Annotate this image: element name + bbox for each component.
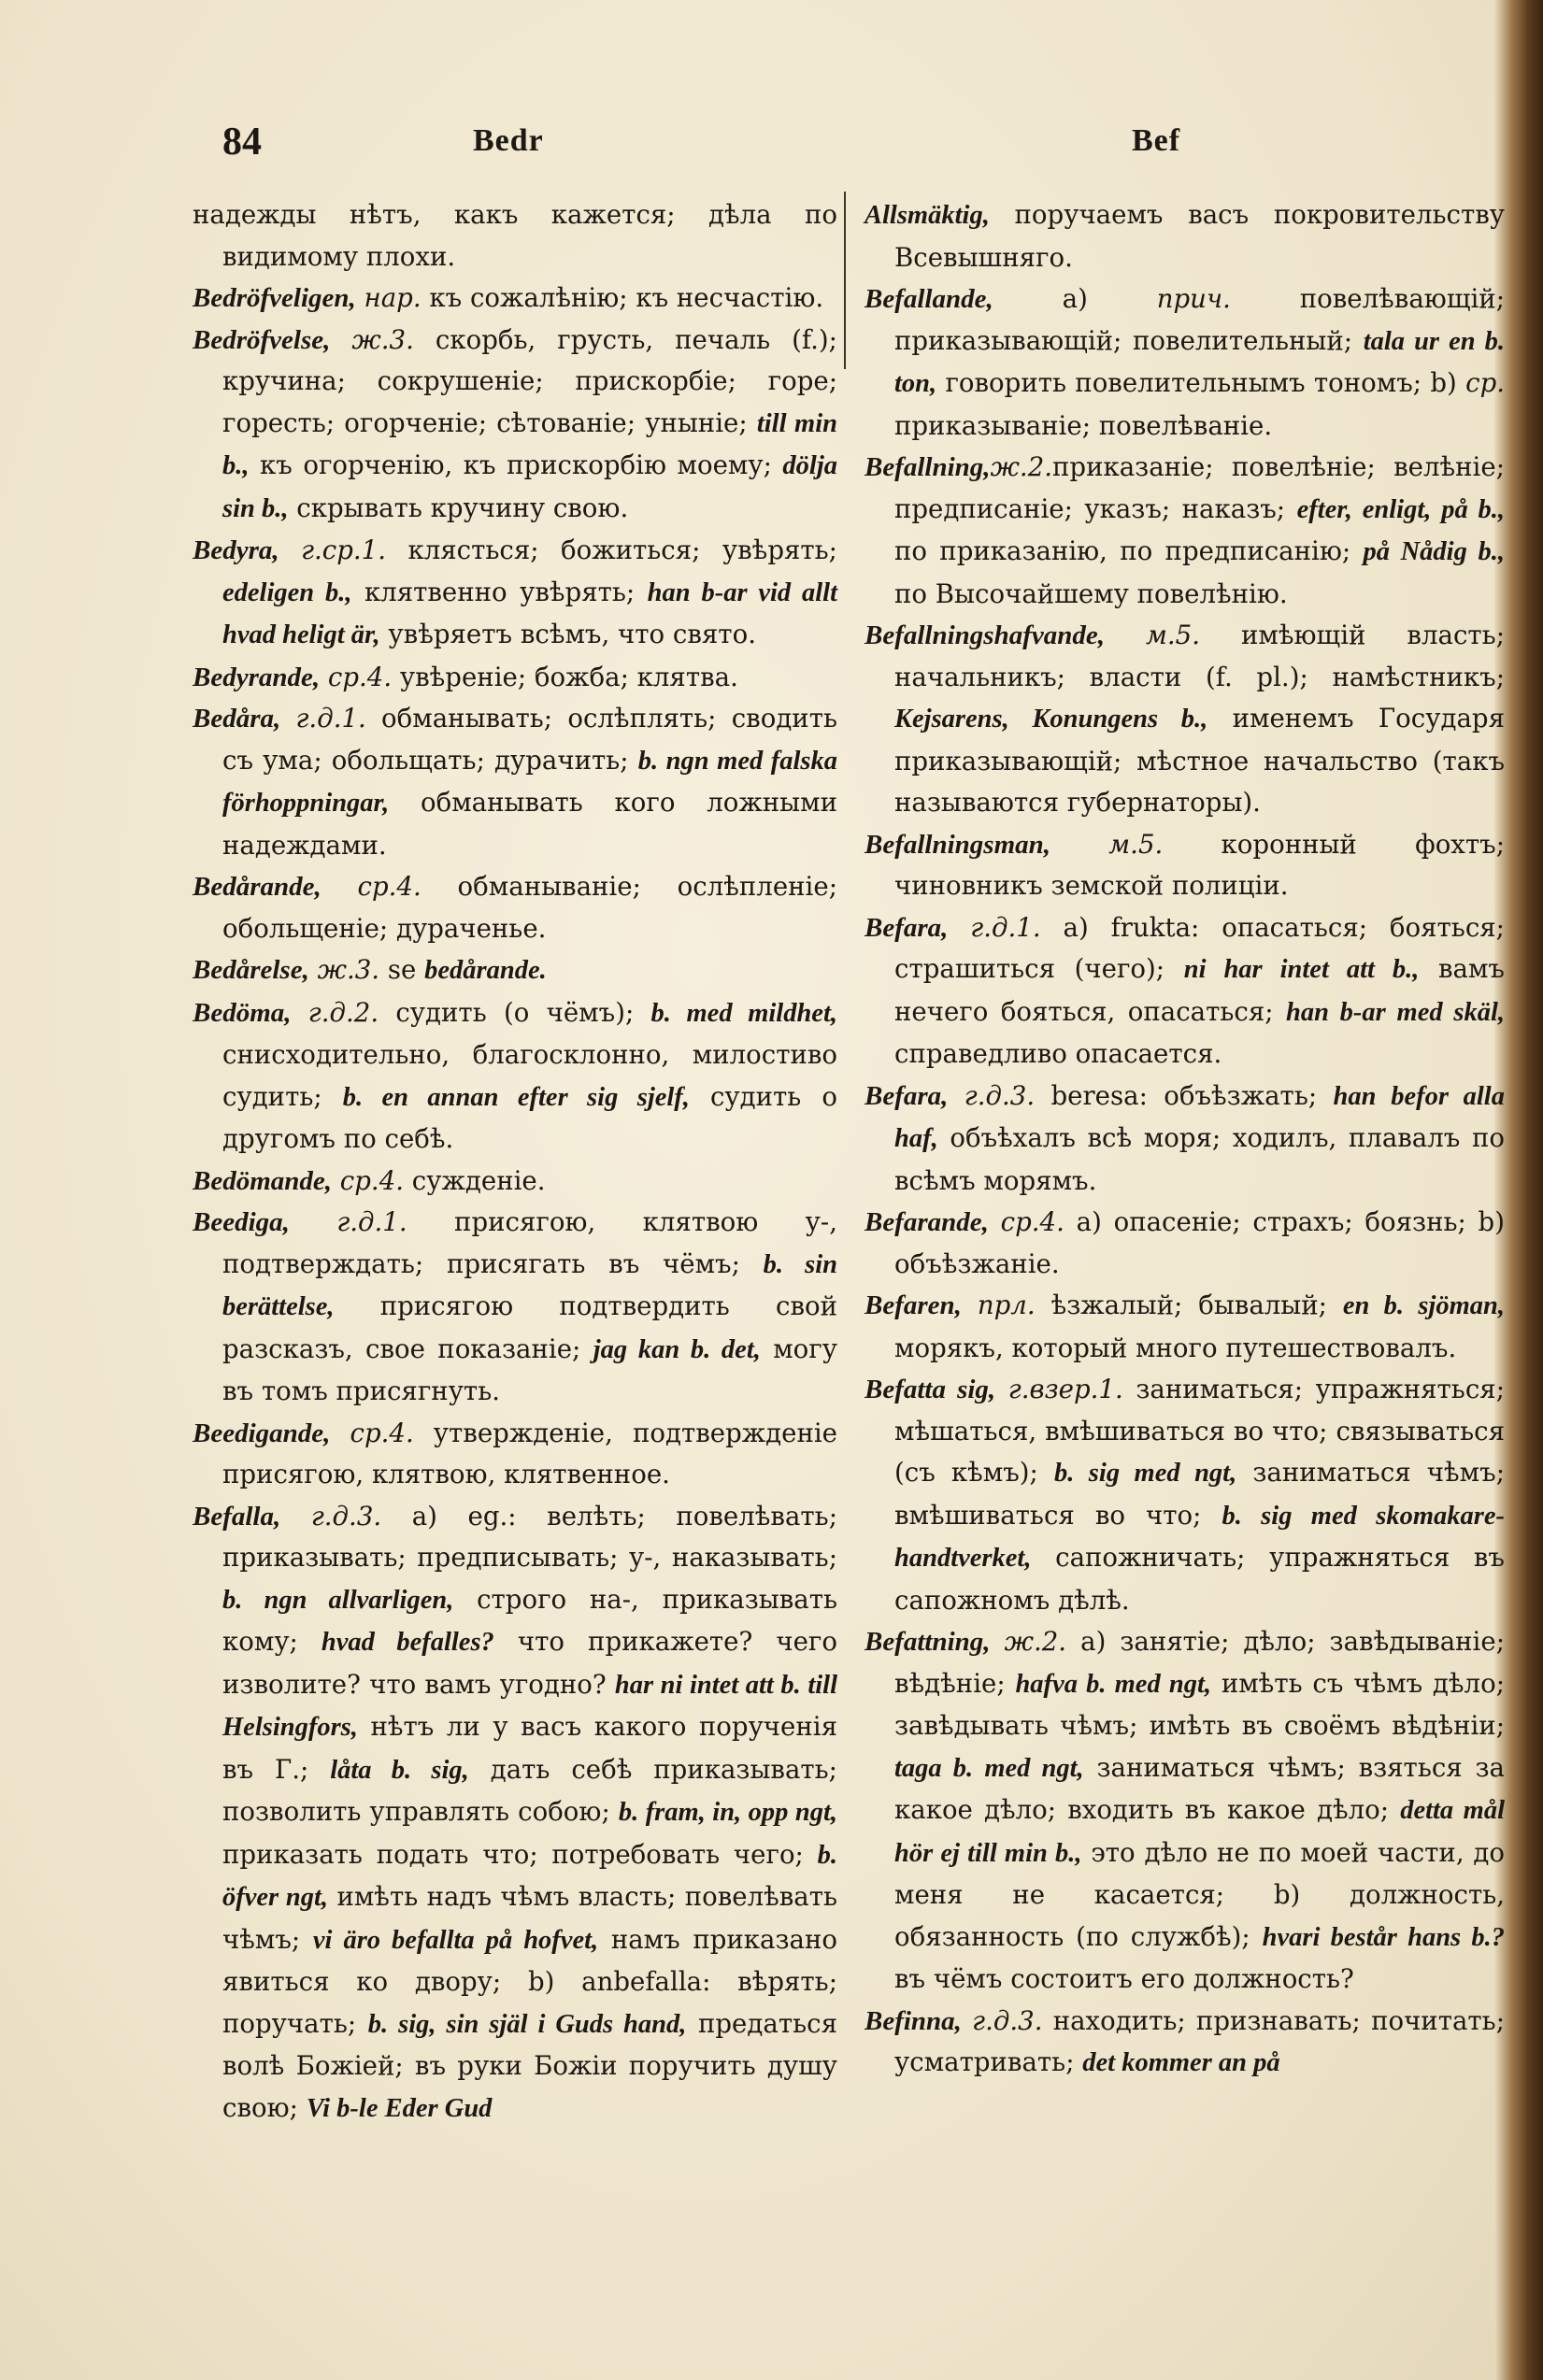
- dictionary-entry: [864, 907, 1505, 1076]
- example-phrase: Kejsarens, Konungens b.,: [894, 705, 1208, 734]
- grammar-label: ср.4.: [330, 1417, 414, 1448]
- definition-text: находить; признавать; почитать; усматривать;: [894, 2004, 1506, 2077]
- page-number: 84: [222, 121, 262, 164]
- grammar-label: ср.4.: [320, 661, 393, 692]
- example-phrase: han befor alla haf,: [894, 1081, 1505, 1153]
- headword: Bedyra,: [193, 535, 279, 565]
- dictionary-entry: [193, 1413, 837, 1496]
- headword: Bedröfveligen,: [193, 283, 356, 313]
- definition-text: присягою подтвердить свой разсказъ, свое показаніе;: [222, 1290, 837, 1364]
- headword: Beedigande,: [193, 1418, 331, 1448]
- headword: Bedåra,: [193, 704, 281, 734]
- definition-text: намъ приказано явиться ко двору; b) anbefalla: вѣрять; поручать;: [222, 1923, 837, 2039]
- definition-text: дать себѣ приказывать; позволить управлять собою;: [222, 1753, 837, 1827]
- example-phrase: låta b. sig,: [330, 1755, 469, 1785]
- definition-text: имѣть съ чѣмъ дѣло; завѣдывать чѣмъ; имѣть въ своёмъ вѣдѣніи;: [894, 1667, 1505, 1741]
- example-phrase: tala ur en b. ton,: [894, 326, 1505, 398]
- dictionary-entry: [864, 194, 1505, 278]
- definition-text: a) опасеніе; страхъ; боязнь; b) объѣзжаніе.: [894, 1206, 1505, 1279]
- example-phrase: Vi b-le Eder Gud: [306, 2093, 493, 2123]
- definition-text: скрывать кручину свою.: [288, 492, 629, 523]
- headword: Bedårande,: [193, 872, 321, 902]
- left-column: [193, 194, 837, 2130]
- headword: Befara,: [864, 912, 949, 943]
- definition-text: обманывать кого ложными надеждами.: [222, 787, 837, 861]
- dictionary-entry: [864, 1076, 1505, 1203]
- dictionary-entry: [193, 278, 837, 320]
- definition-text: поручаемъ васъ покровительству Всевышняго.: [894, 199, 1505, 273]
- grammar-label: ж.2.: [990, 451, 1053, 482]
- dictionary-entry: [864, 447, 1505, 615]
- headword: Befarande,: [864, 1207, 989, 1237]
- grammar-label: г.д.1.: [948, 911, 1041, 943]
- definition-text: судить о другомъ по себѣ.: [222, 1080, 837, 1154]
- headword: Bedröfvelse,: [193, 324, 331, 355]
- example-phrase: bedårande.: [424, 956, 547, 985]
- example-phrase: ni har intet att b.,: [1183, 955, 1420, 984]
- definition-text: сужденіе.: [404, 1164, 546, 1196]
- grammar-label: ср.4.: [988, 1206, 1064, 1237]
- example-phrase: efter, enligt, på b.,: [1296, 494, 1506, 524]
- definition-text: увѣряетъ всѣмъ, что свято.: [379, 619, 756, 649]
- headword: Befinna,: [864, 2005, 962, 2036]
- dictionary-entry: [193, 992, 837, 1161]
- definition-text: строго на-, приказывать кому;: [222, 1583, 838, 1657]
- definition-text: по приказанію, по предписанію;: [894, 535, 1364, 566]
- example-phrase: dölja sin b.,: [222, 451, 837, 523]
- headword: Bedyrande,: [193, 662, 321, 692]
- grammar-label: г.ср.1.: [279, 534, 387, 565]
- headword: Bedömande,: [193, 1165, 333, 1196]
- example-phrase: b. en annan efter sig sjelf,: [342, 1082, 690, 1112]
- headword: Befallande,: [864, 284, 993, 314]
- definition-text: присягою, клятвою у-, подтверждать; присягать въ чёмъ;: [222, 1206, 838, 1279]
- dictionary-entry: [193, 866, 837, 949]
- page-header: [222, 120, 1465, 176]
- dictionary-entry: [193, 194, 837, 278]
- example-phrase: taga b. med ngt,: [894, 1753, 1084, 1783]
- dictionary-entry: [193, 657, 837, 699]
- definition-text: имѣющій власть; начальникъ; власти (f. pl.); намѣстникъ;: [894, 620, 1505, 692]
- definition-text: ѣзжалый; бывалый;: [1035, 1290, 1343, 1320]
- dictionary-entry: [193, 1202, 837, 1413]
- definition-text: могу въ томъ присягнуть.: [222, 1333, 837, 1406]
- definition-text: увѣреніе; божба; клятва.: [392, 661, 738, 692]
- headword: Befattning,: [864, 1627, 991, 1657]
- example-phrase: b. ngn med falska förhoppningar,: [222, 746, 837, 818]
- definition-text: a) eg.: велѣть; повелѣвать; приказывать; предписывать; у-, наказывать;: [222, 1500, 837, 1573]
- dictionary-entry: [864, 2001, 1505, 2085]
- definition-text: предаться волѣ Божіей; въ руки Божіи поручить душу свою;: [222, 2007, 837, 2123]
- headword: Befallningsman,: [864, 829, 1051, 860]
- grammar-label: нар.: [355, 282, 421, 313]
- example-phrase: jag kan b. det,: [593, 1334, 761, 1364]
- definition-text: сапожничать; упражняться въ сапожномъ дѣлѣ.: [894, 1542, 1505, 1616]
- definition-text: говорить повелительнымъ тономъ; b): [936, 367, 1466, 398]
- definition-text: обманываніе; ослѣпленіе; обольщеніе; дураченье.: [222, 871, 837, 944]
- guide-word-left: Bedr: [473, 123, 544, 158]
- example-phrase: b. fram, in, opp ngt,: [618, 1798, 837, 1827]
- headword: Beediga,: [193, 1207, 290, 1237]
- definition-text: справедливо опасается.: [894, 1038, 1222, 1069]
- definition-text: что прикажете? чего изволите? что вамъ угодно?: [222, 1626, 838, 1700]
- example-phrase: b. sig med skomakare-handtverket,: [894, 1501, 1505, 1573]
- example-phrase: vi äro befallta på hofvet,: [312, 1925, 599, 1955]
- example-phrase: b. sig med ngt,: [1053, 1459, 1237, 1488]
- definition-text: клятвенно увѣрять;: [351, 576, 648, 607]
- grammar-label: ср.: [1465, 367, 1505, 398]
- example-phrase: b. ngn allvarligen,: [222, 1585, 454, 1615]
- definition-text: имѣть надъ чѣмъ власть; повелѣвать чѣмъ;: [222, 1881, 838, 1955]
- grammar-label: ж.2.: [990, 1626, 1067, 1657]
- grammar-label: ср.4.: [321, 871, 421, 902]
- grammar-label: г.д.3.: [948, 1079, 1036, 1111]
- definition-text: вамъ нечего бояться, опасаться;: [894, 953, 1505, 1027]
- definition-text: утвержденіе, подтвержденіе присягою, клятвою, клятвенное.: [222, 1417, 837, 1489]
- definition-text: заниматься; упражняться; мѣшаться, вмѣшиваться во что; связываться (съ кѣмъ);: [894, 1374, 1505, 1488]
- definition-text: въ чёмъ состоитъ его должность?: [894, 1963, 1354, 1994]
- dictionary-entry: [864, 1621, 1505, 2001]
- definition-text: заниматься чѣмъ; взяться за какое дѣло; входить въ какое дѣло;: [894, 1751, 1505, 1825]
- example-phrase: b. öfver ngt,: [222, 1840, 837, 1912]
- example-phrase: han b-ar med skäl,: [1285, 997, 1505, 1027]
- grammar-label: прл.: [961, 1290, 1036, 1320]
- definition-text: это дѣло не по моей части, до меня не касается; b) должность, обязанность (по службѣ);: [894, 1836, 1505, 1952]
- definition-text: клясться; божиться; увѣрять;: [386, 534, 837, 565]
- dictionary-entry: [193, 1496, 837, 2131]
- grammar-label: г.д.1.: [280, 703, 366, 734]
- definition-text: судить (о чёмъ);: [379, 996, 651, 1028]
- dictionary-entry: [864, 278, 1505, 447]
- definition-text: приказать подать что; потребовать чего;: [222, 1838, 818, 1870]
- dictionary-entry: [193, 320, 837, 531]
- right-column: [864, 194, 1505, 2085]
- dictionary-entry: [193, 1161, 837, 1203]
- definition-text: къ огорченію, къ прискорбію моему;: [249, 449, 783, 480]
- grammar-label: г.взер.1.: [995, 1374, 1123, 1404]
- dictionary-entry: [864, 1202, 1505, 1285]
- headword: Befatta sig,: [864, 1375, 996, 1404]
- definition-text: a) frukta: опасаться; бояться; страшиться (чего);: [894, 911, 1505, 984]
- definition-text: a) занятіе; дѣло; завѣдываніе; вѣдѣніе;: [894, 1626, 1505, 1699]
- example-phrase: detta mål hör ej till min b.,: [894, 1796, 1505, 1868]
- grammar-label: м.5.: [1105, 620, 1200, 650]
- example-phrase: hafva b. med ngt,: [1015, 1669, 1212, 1699]
- definition-text: приказываніе; повелѣваніе.: [894, 409, 1273, 441]
- grammar-label: г.д.2.: [291, 996, 379, 1028]
- definition-text: коронный фохтъ; чиновникъ земской полиціи.: [894, 828, 1505, 901]
- definition-text: скорбь, грусть, печаль (f.); кручина; сокрушеніе; прискорбіе; горе; горесть; огорченіе; сѣтованіе; уныніе;: [222, 323, 837, 438]
- definition-text: обманывать; ослѣплять; сводить съ ума; обольщать; дурачить;: [222, 703, 837, 776]
- headword: Befaren,: [864, 1290, 962, 1320]
- dictionary-entry: [864, 615, 1505, 824]
- definition-text: къ сожалѣнію; къ несчастію.: [421, 282, 824, 313]
- definition-text: a): [993, 283, 1157, 314]
- guide-word-right: Bef: [1132, 123, 1181, 158]
- example-phrase: b. sin berättelse,: [222, 1249, 837, 1321]
- dictionary-entry: [864, 1369, 1505, 1621]
- dictionary-entry: [864, 1285, 1505, 1369]
- dictionary-entry: [193, 949, 837, 992]
- column-divider: [844, 192, 846, 369]
- definition-text: заниматься чѣмъ; вмѣшиваться во что;: [894, 1457, 1505, 1531]
- example-phrase: b. med mildhet,: [650, 998, 837, 1028]
- grammar-label: г.д.3.: [280, 1500, 382, 1532]
- definition-text: повелѣвающій; приказывающій; повелительный;: [894, 283, 1505, 356]
- example-phrase: b. sig, sin själ i Guds hand,: [367, 2009, 687, 2039]
- dictionary-entry: [193, 530, 837, 657]
- example-phrase: han b-ar vid allt hvad heligt är,: [222, 577, 838, 649]
- definition-text: снисходительно, благосклонно, милостиво судить;: [222, 1039, 837, 1112]
- grammar-label: ж.3.: [308, 954, 380, 985]
- example-phrase: Allsmäktig,: [864, 201, 990, 230]
- example-phrase: till min b.,: [222, 408, 837, 480]
- grammar-label: ж.3.: [330, 323, 414, 355]
- grammar-label: прич.: [1156, 283, 1231, 314]
- grammar-label: г.д.1.: [289, 1206, 407, 1237]
- definition-text: beresa: объѣзжать;: [1035, 1079, 1334, 1111]
- headword: Befara,: [864, 1080, 949, 1111]
- definition-text: по Высочайшему повелѣнію.: [894, 577, 1288, 609]
- definition-text: морякъ, который много путешествовалъ.: [894, 1332, 1457, 1363]
- example-phrase: en b. sjöman,: [1342, 1291, 1505, 1320]
- grammar-label: г.д.3.: [961, 2004, 1043, 2036]
- definition-text: объѣхалъ всѣ моря; ходилъ, плавалъ по всѣмъ морямъ.: [894, 1122, 1505, 1196]
- example-phrase: hvari består hans b.?: [1262, 1922, 1505, 1952]
- grammar-label: ср.4.: [332, 1164, 405, 1196]
- definition-text: приказаніе; повелѣніе; велѣніе; предписаніе; указъ; наказъ;: [894, 451, 1505, 524]
- example-phrase: det kommer an på: [1082, 2048, 1280, 2077]
- example-phrase: hvad befalles?: [321, 1628, 494, 1657]
- example-phrase: på Nådig b.,: [1363, 537, 1505, 566]
- example-phrase: har ni intet att b. till Helsingfors,: [222, 1670, 837, 1742]
- dictionary-entry: [193, 698, 837, 866]
- definition-text: именемъ Государя приказывающій; мѣстное начальство (такъ называются губернаторы).: [894, 703, 1505, 818]
- headword: Bedårelse,: [193, 955, 309, 985]
- headword: Befalla,: [193, 1501, 281, 1532]
- headword: Befallning,: [864, 452, 991, 482]
- example-phrase: edeligen b.,: [222, 577, 352, 607]
- definition-text: нѣтъ ли у васъ какого порученія въ Г.;: [222, 1711, 837, 1785]
- definition-text: надежды нѣтъ, какъ кажется; дѣла по видимому плохи.: [193, 199, 837, 272]
- grammar-label: м.5.: [1050, 828, 1164, 860]
- definition-text: se: [379, 954, 425, 985]
- headword: Bedöma,: [193, 997, 292, 1028]
- headword: Befallningshafvande,: [864, 620, 1105, 650]
- dictionary-entry: [864, 824, 1505, 907]
